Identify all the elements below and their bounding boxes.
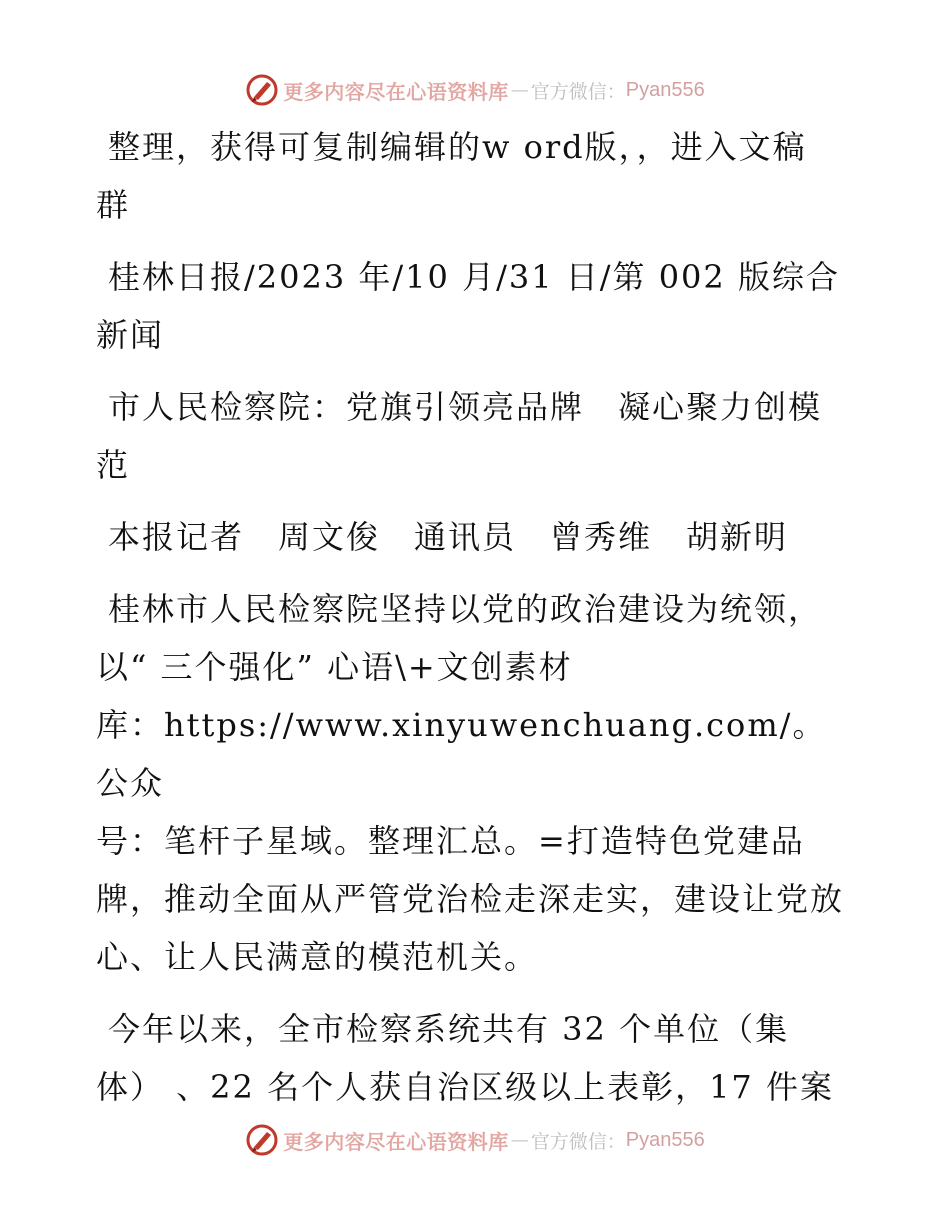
paragraph-intro: [96, 118, 856, 234]
text-line: 今年以来，全市检察系统共有 32 个单位（集: [108, 1010, 790, 1048]
brush-pen-logo-icon: [245, 1123, 279, 1157]
text-line: 号：笔杆子星域。整理汇总。=打造特色党建品: [96, 822, 805, 860]
footer-watermark: [0, 1118, 950, 1162]
watermark-dash: —: [510, 1129, 529, 1151]
watermark-brand: 更多内容尽在心语资料库: [283, 79, 509, 104]
watermark-handle: Pyan556: [625, 78, 705, 101]
text-line: 牌，推动全面从严管党治检走深走实，建设让党放: [96, 880, 845, 918]
text-line: 心、让人民满意的模范机关。: [96, 938, 539, 976]
watermark-handle: Pyan556: [625, 1128, 705, 1151]
text-line: 群: [96, 186, 131, 224]
watermark-dash: —: [510, 79, 529, 101]
text-line: 以“ 三个强化” 心语\+文创素材: [96, 648, 573, 686]
text-line: 整理，获得可复制编辑的w ord版，，进入文稿: [108, 128, 807, 166]
document-body: [96, 118, 856, 1130]
header-watermark: [0, 68, 950, 112]
watermark-brand: 更多内容尽在心语资料库: [283, 1129, 509, 1154]
text-line: 桂林日报/2023 年/10 月/31 日/第 002 版综合: [108, 258, 840, 296]
text-line: 库：https://www.xinyuwenchuang.com/。公众: [96, 706, 827, 802]
text-line: 市人民检察院：党旗引领亮品牌 凝心聚力创模: [108, 388, 823, 426]
text-line: 桂林市人民检察院坚持以党的政治建设为统领，: [108, 590, 823, 628]
watermark-wechat-label: 官方微信：: [530, 80, 626, 103]
brush-pen-logo-icon: [245, 73, 279, 107]
text-line: 体） 、22 名个人获自治区级以上表彰，17 件案: [96, 1068, 834, 1106]
paragraph-body-2: [96, 1000, 856, 1116]
text-line: 本报记者 周文俊 通讯员 曾秀维 胡新明: [108, 518, 789, 556]
paragraph-byline: [96, 508, 856, 566]
paragraph-headline: [96, 378, 856, 494]
paragraph-body-1: [96, 580, 856, 986]
text-line: 新闻: [96, 316, 165, 354]
text-line: 范: [96, 446, 131, 484]
paragraph-source: [96, 248, 856, 364]
watermark-wechat-label: 官方微信：: [530, 1130, 626, 1153]
